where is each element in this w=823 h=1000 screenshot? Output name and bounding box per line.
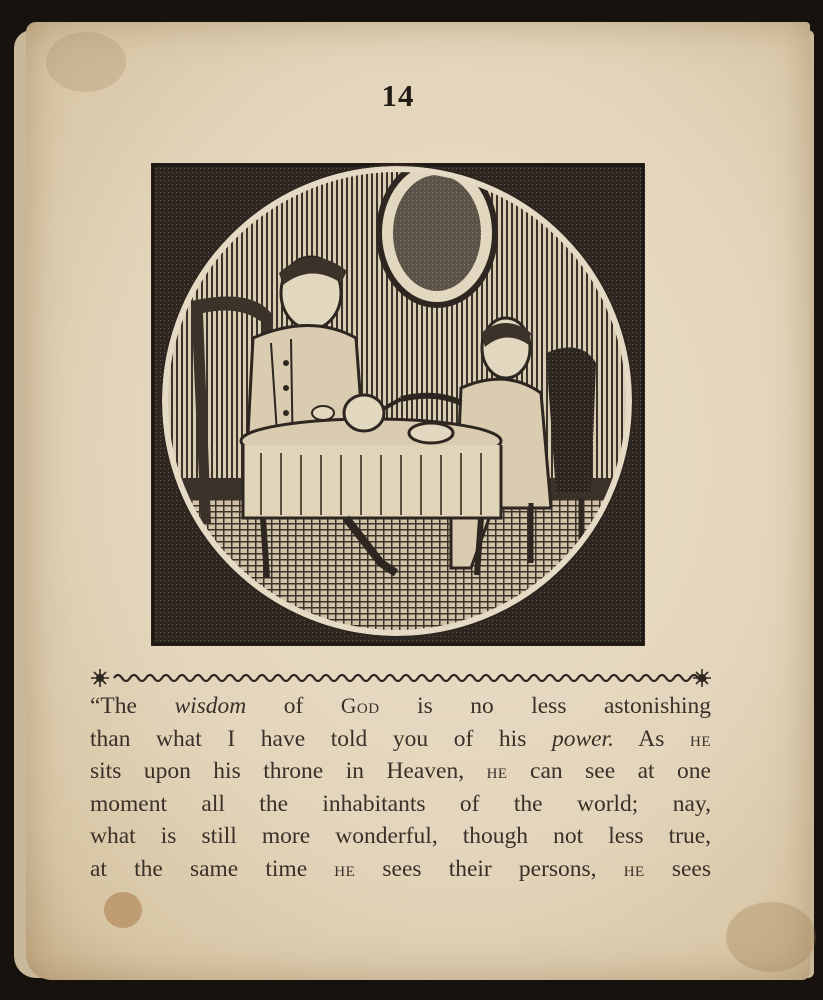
text-run: of: [246, 693, 341, 719]
text-run: sees: [644, 855, 711, 882]
italic-word: wisdom: [174, 693, 247, 719]
text-line: [90, 723, 711, 756]
text-run: As: [613, 725, 690, 752]
text-run: moment all the inhabitants of the world; nay,: [90, 790, 711, 817]
text-line: [90, 690, 711, 723]
text-line: [90, 755, 711, 788]
text-line: [90, 853, 711, 886]
decorative-rule: [90, 668, 712, 688]
body-text: [90, 690, 711, 885]
italic-word: power.: [551, 725, 614, 752]
text-run: than what I have told you of his: [90, 725, 552, 752]
paper-stain: [726, 902, 816, 972]
text-run: sits upon his throne in Heaven,: [90, 758, 487, 784]
small-caps-word: he: [623, 856, 645, 881]
page-number: 14: [381, 78, 415, 113]
woodcut-illustration: [151, 163, 645, 646]
text-line: [90, 820, 711, 853]
paper-stain: [104, 892, 142, 928]
text-run: is no less astonishing: [379, 693, 712, 719]
small-caps-word: he: [334, 856, 356, 881]
text-line: [90, 788, 711, 821]
text-run: “The: [90, 693, 175, 719]
text-run: at the same time: [90, 855, 335, 882]
text-run: sees their persons,: [355, 855, 624, 882]
small-caps-word: God: [340, 694, 380, 718]
text-run: can see at one: [507, 758, 711, 784]
small-caps-word: he: [690, 726, 711, 751]
small-caps-word: he: [486, 759, 508, 783]
text-run: what is still more wonderful, though not less true,: [90, 823, 711, 849]
